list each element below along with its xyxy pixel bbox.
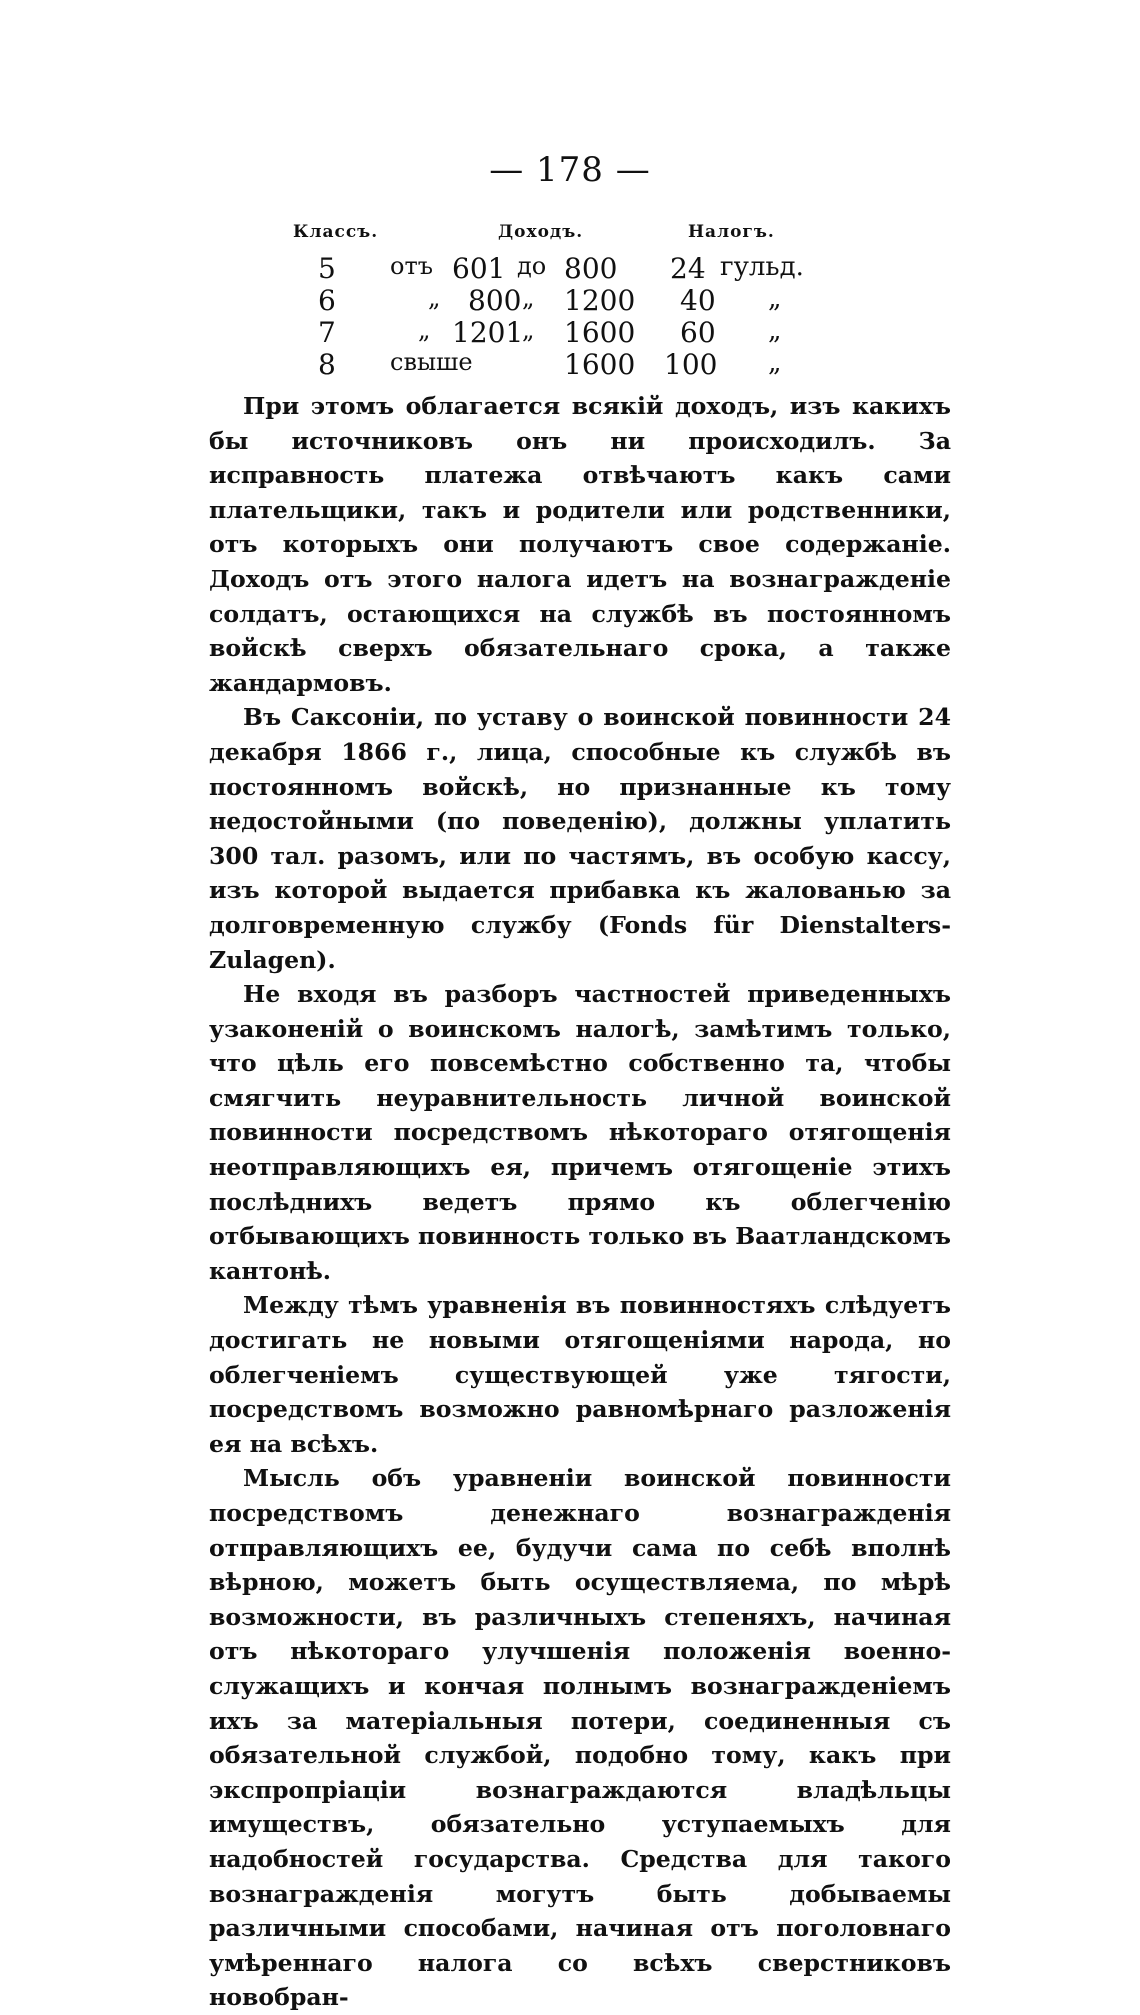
row-unit: „	[768, 348, 782, 378]
row-prefix: „	[428, 284, 441, 312]
header-income: Доходъ.	[498, 222, 584, 242]
paragraph: Мысль объ уравненіи воинской повинности посредствомъ денежнаго вознагражденія отправляющихъ ее, будучи сама по себѣ вполнѣ вѣрною, можетъ быть осуществляема, по мѣрѣ возможности, въ различныхъ степеняхъ, начиная отъ нѣкотораго улучшенія положенія военно-служащихъ и кончая полнымъ вознагражденіемъ ихъ за матеріальныя потери, соединенныя съ обязательной службой, подобно тому, какъ при экспропріаціи вознаграждаются владѣльцы имуществъ, обязательно уступаемыхъ для надобностей государства. Средства для такого вознагражденія могутъ быть добываемы различными способами, начиная отъ поголовнаго умѣреннаго налога со всѣхъ сверстниковъ новобран-	[209, 1464, 951, 2012]
row-prefix: „	[418, 316, 431, 344]
row-tax: 60	[680, 316, 716, 349]
table-row	[0, 252, 1140, 284]
row-tax: 40	[680, 284, 716, 317]
row-word: „	[522, 284, 535, 312]
table-row	[0, 348, 1140, 380]
row-prefix: отъ	[390, 252, 433, 280]
row-to: 1600	[564, 316, 636, 349]
row-word: „	[522, 316, 535, 344]
row-from: 601	[452, 252, 506, 285]
table-row	[0, 316, 1140, 348]
tax-table	[0, 222, 1140, 380]
row-to: 800	[564, 252, 618, 285]
tax-table-header	[0, 222, 1140, 252]
row-class: 8	[318, 348, 336, 381]
row-from: 1201	[452, 316, 524, 349]
header-tax: Налогъ.	[688, 222, 775, 242]
row-from: 800	[468, 284, 522, 317]
row-to: 1200	[564, 284, 636, 317]
paragraph: Не входя въ разборъ частностей приведенныхъ узаконеній о воинскомъ налогѣ, замѣтимъ только, что цѣль его повсемѣстно собственно та, чтобы смягчить неуравнительность личной воинской повинности посредствомъ нѣкотораго отягощенія неотправляющихъ ея, причемъ отягощеніе этихъ послѣднихъ ведетъ прямо къ облегченію отбывающихъ повинность только въ Ваатландскомъ кантонѣ.	[209, 980, 951, 1285]
row-class: 7	[318, 316, 336, 349]
body-text	[209, 389, 951, 2015]
row-unit: „	[768, 316, 782, 346]
paragraph: Въ Саксоніи, по уставу о воинской повинности 24 декабря 1866 г., лица, способные къ службѣ въ постоянномъ войскѣ, но признанные къ тому недостойными (по поведенію), должны уплатить 300 тал. разомъ, или по частямъ, въ особую кассу, изъ которой выдается прибавка къ жалованью за долговременную службу (Fonds für Dienstalters-Zulagen).	[209, 703, 951, 974]
row-unit: гульд.	[720, 252, 804, 282]
row-unit: „	[768, 284, 782, 314]
row-to: 1600	[564, 348, 636, 381]
paragraph: Между тѣмъ уравненія въ повинностяхъ слѣдуетъ достигать не новыми отягощеніями народа, но облегченіемъ существующей уже тягости, посредствомъ возможно равномѣрнаго разложенія ея на всѣхъ.	[209, 1291, 951, 1458]
row-tax: 24	[670, 252, 706, 285]
table-row	[0, 284, 1140, 316]
page-number: — 178 —	[489, 150, 651, 190]
row-tax: 100	[664, 348, 718, 381]
paragraph: При этомъ облагается всякій доходъ, изъ какихъ бы источниковъ онъ ни происходилъ. За исправность платежа отвѣчаютъ какъ сами плательщики, такъ и родители или родственники, отъ которыхъ они получаютъ свое содержаніе. Доходъ отъ этого налога идетъ на вознагражденіе солдатъ, остающихся на службѣ въ постоянномъ войскѣ сверхъ обязательнаго срока, а также жандармовъ.	[209, 392, 951, 697]
row-prefix: свыше	[390, 348, 473, 376]
row-word: до	[517, 252, 547, 280]
header-class: Классъ.	[293, 222, 379, 242]
row-class: 6	[318, 284, 336, 317]
row-class: 5	[318, 252, 336, 285]
